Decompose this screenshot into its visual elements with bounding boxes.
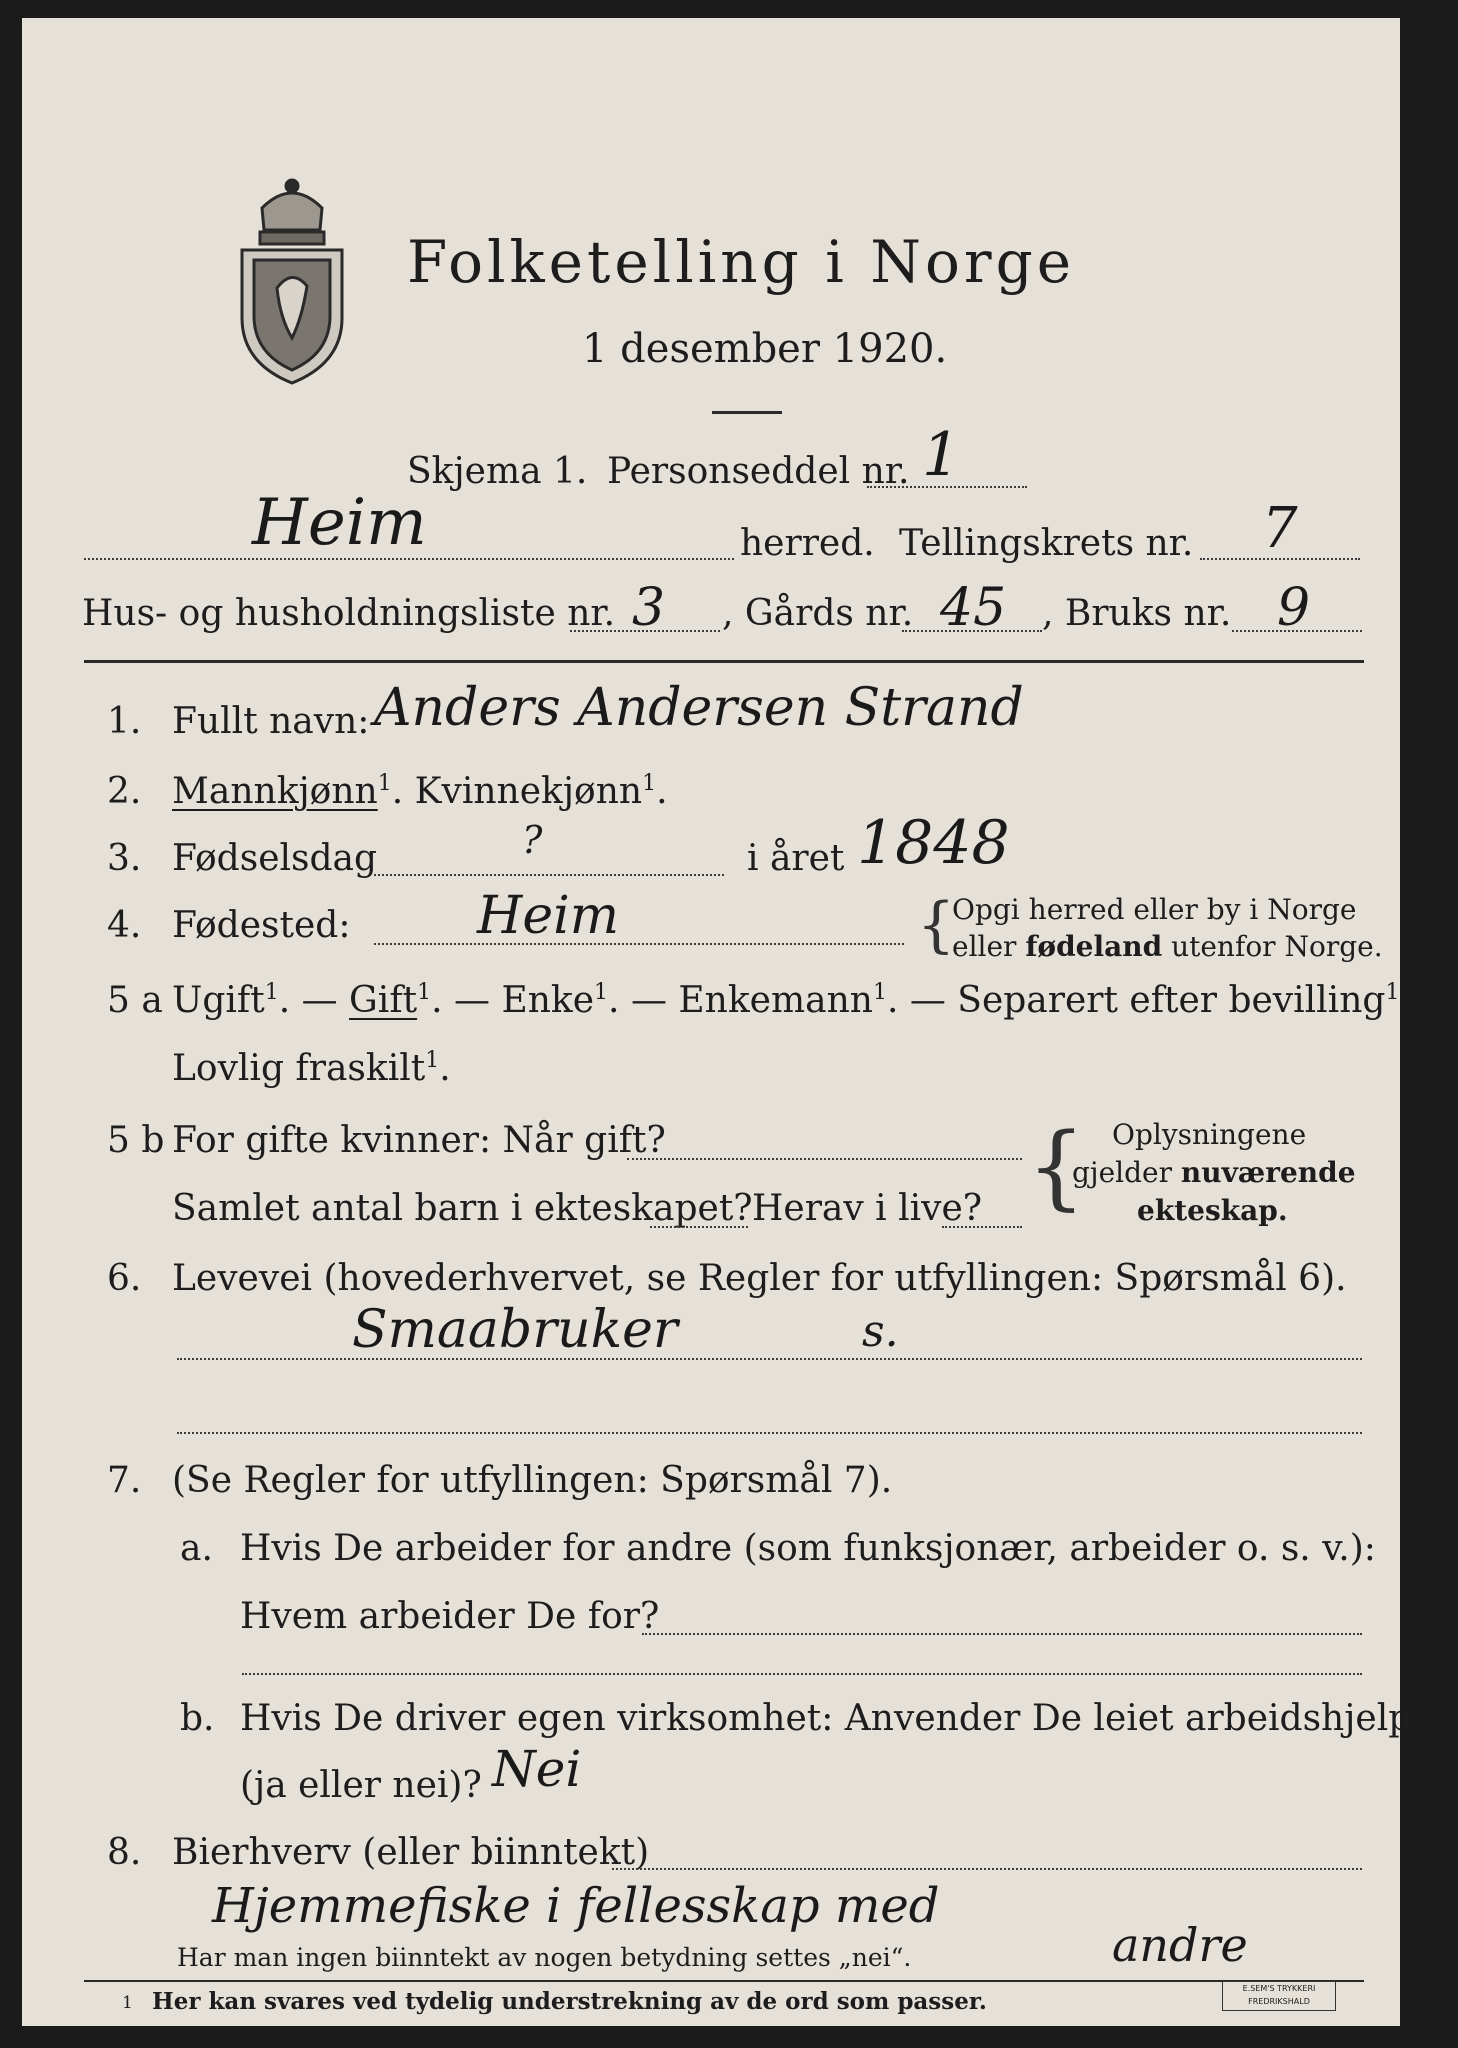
q8-value2: andre	[1112, 1918, 1248, 1972]
q5a-lovlig: Lovlig fraskilt$^1$.	[172, 1048, 451, 1089]
q4-number: 4.	[107, 905, 142, 946]
q7a-line1	[642, 1633, 1362, 1635]
q3-year-value: 1848	[857, 808, 1010, 878]
q7b-value: Nei	[492, 1740, 582, 1798]
tellingskrets-value: 7	[1262, 496, 1298, 561]
q4-brace: {	[917, 890, 956, 960]
q5b-line2	[650, 1226, 748, 1228]
q4-note-line1: Opgi herred eller by i Norge	[952, 893, 1357, 926]
q2-female: Kvinnekjønn	[414, 771, 643, 812]
personseddel-label: Personseddel nr.	[607, 451, 910, 492]
q5b-number: 5 b	[107, 1120, 165, 1161]
gards-value: 45	[940, 578, 1007, 638]
q1-value: Anders Andersen Strand	[374, 678, 1024, 738]
bruks-value: 9	[1277, 578, 1311, 638]
coat-of-arms-icon	[232, 168, 352, 388]
q6-line2	[177, 1432, 1362, 1434]
q5b-label3: Herav i live?	[752, 1188, 983, 1229]
q7a-text: Hvis De arbeider for andre (som funksjonær, arbeider o. s. v.):	[240, 1528, 1376, 1569]
q5a-gift: Gift	[349, 980, 418, 1021]
q3-year-label: i året	[747, 838, 845, 879]
q7a-line2	[242, 1673, 1362, 1675]
personseddel-value: 1	[922, 420, 961, 490]
header-divider	[84, 660, 1364, 663]
herred-value: Heim	[252, 486, 427, 560]
q8-label: Bierhverv (eller biinntekt)	[172, 1832, 650, 1873]
q5b-label1: For gifte kvinner: Når gift?	[172, 1120, 666, 1161]
footnote-divider	[84, 1980, 1364, 1982]
footnote-mark: 1	[122, 1993, 133, 2013]
q2-options: Mannkjønn$^1$. Kvinnekjønn$^1$.	[172, 771, 668, 812]
husliste-value: 3	[632, 578, 666, 638]
q4-line	[374, 943, 904, 945]
q5b-brace: {	[1027, 1113, 1086, 1220]
q5a-options: Ugift$^1$. — Gift$^1$. — Enke$^1$. — Enkemann$^1$. — Separert efter bevilling$^1$. —	[172, 980, 1458, 1021]
q5a-number: 5 a	[107, 980, 163, 1021]
q5b-line3	[942, 1226, 1022, 1228]
q5b-note3: ekteskap.	[1137, 1194, 1288, 1227]
q5b-line1	[627, 1158, 1022, 1160]
q6-value: Smaabruker	[352, 1300, 678, 1360]
q2-male: Mannkjønn	[172, 771, 378, 812]
q8-line	[612, 1868, 1362, 1870]
q7b-letter: b.	[180, 1698, 215, 1739]
q4-label: Fødested:	[172, 905, 351, 946]
q5b-note2: gjelder nuværende	[1072, 1156, 1356, 1189]
q7-label: (Se Regler for utfyllingen: Spørsmål 7).	[172, 1460, 893, 1501]
q7b-text: Hvis De driver egen virksomhet: Anvender De leiet arbeidshjelp	[240, 1698, 1412, 1739]
husliste-label: Hus- og husholdningsliste nr.	[82, 593, 616, 634]
q1-label: Fullt navn:	[172, 701, 370, 742]
bruks-label: , Bruks nr.	[1042, 593, 1232, 634]
q7a-question: Hvem arbeider De for?	[240, 1596, 660, 1637]
footnote-text: Her kan svares ved tydelig understrekning av de ord som passer.	[152, 1988, 987, 2015]
census-form	[22, 18, 1458, 2026]
q8-note: Har man ingen biinntekt av nogen betydning settes „nei“.	[177, 1943, 912, 1972]
q4-value: Heim	[477, 886, 620, 946]
q6-value2: s.	[862, 1306, 899, 1357]
q3-label: Fødselsdag	[172, 838, 378, 879]
skjema-label: Skjema 1.	[407, 451, 588, 492]
tellingskrets-label: Tellingskrets nr.	[899, 523, 1194, 564]
title-divider	[712, 411, 782, 414]
q1-number: 1.	[107, 701, 142, 742]
q8-value: Hjemmefiske i fellesskap med	[212, 1878, 940, 1934]
q2-number: 2.	[107, 771, 142, 812]
q7a-letter: a.	[180, 1528, 213, 1569]
q5b-label2: Samlet antal barn i ekteskapet?	[172, 1188, 753, 1229]
herred-label: herred.	[740, 523, 875, 564]
q3-day-line	[374, 874, 724, 876]
gards-label: , Gårds nr.	[722, 593, 914, 634]
q3-number: 3.	[107, 838, 142, 879]
form-title: Folketelling i Norge	[407, 228, 1076, 296]
q7-number: 7.	[107, 1460, 142, 1501]
form-date: 1 desember 1920.	[582, 326, 948, 372]
q4-note-line2: eller fødeland utenfor Norge.	[952, 930, 1383, 963]
printer-stamp: E.SEM'S TRYKKERI FREDRIKSHALD	[1222, 1981, 1336, 2011]
q5b-note1: Oplysningene	[1112, 1118, 1307, 1151]
q6-number: 6.	[107, 1258, 142, 1299]
q7b-question: (ja eller nei)?	[240, 1765, 482, 1806]
q3-day-value: ?	[522, 818, 543, 862]
q6-label: Levevei (hovederhvervet, se Regler for utfyllingen: Spørsmål 6).	[172, 1258, 1347, 1299]
q8-number: 8.	[107, 1832, 142, 1873]
